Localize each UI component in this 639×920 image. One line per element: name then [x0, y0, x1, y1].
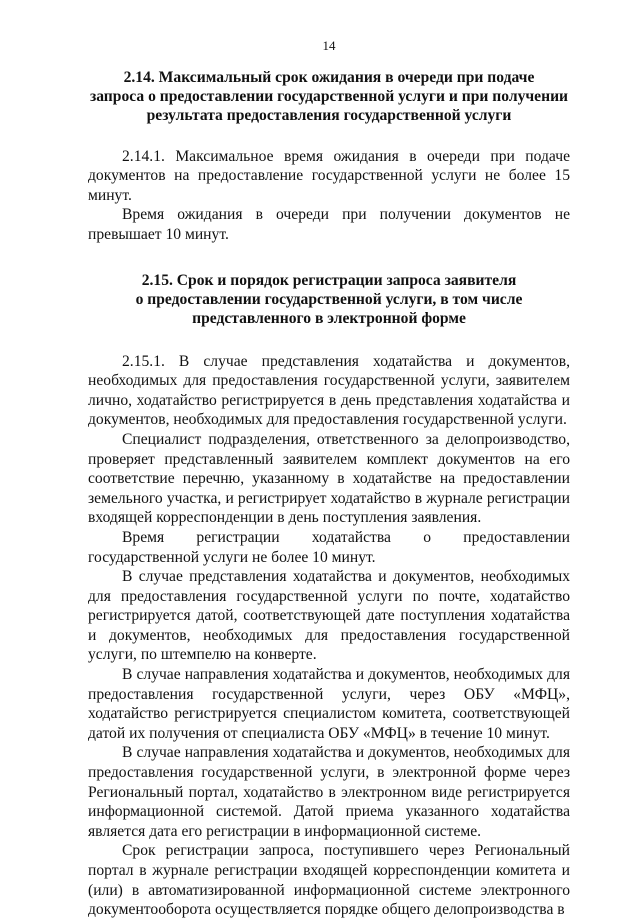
section-heading-line: о предоставлении государственной услуги, в том числе [135, 290, 523, 308]
section-heading-line: представленного в электронной форме [192, 309, 466, 327]
section-2-14-body [88, 147, 570, 245]
paragraph: Специалист подразделения, ответственного за делопроизводство, проверяет представленный заявителем комплект документов на его соответствие перечню, указанному в ходатайстве на предоставлении земельного участка, и регистрирует ходатайство в журнале регистрации входящей корреспонденции в день поступления заявления. [88, 430, 570, 527]
section-2-14-heading [88, 68, 570, 125]
section-2-15-heading [88, 271, 570, 328]
paragraph: 2.14.1. Максимальное время ожидания в очереди при подаче документов на предоставление государственной услуги не более 15 минут. [88, 147, 570, 204]
section-2-15-body [88, 352, 570, 920]
section-heading-line: запроса о предоставлении государственной услуги и при получении [89, 87, 569, 105]
paragraph: Срок регистрации запроса, поступившего через Региональный портал в журнале регистрации входящей корреспонденции комитета и (или) в автоматизированной информационной системе электронного документооборота осуществляется порядке общего делопроизводства в [88, 842, 570, 919]
paragraph: Время ожидания в очереди при получении документов не превышает 10 минут. [88, 206, 570, 243]
section-heading-line: 2.14. Максимальный срок ожидания в очереди при подаче [123, 68, 535, 86]
section-heading-line: 2.15. Срок и порядок регистрации запроса заявителя [141, 271, 517, 289]
paragraph: В случае направления ходатайства и документов, необходимых для предоставления государственной услуги, через ОБУ «МФЦ», ходатайство регистрируется специалистом комитета, соответствующей датой их получения от специалиста ОБУ «МФЦ» в течение 10 минут. [88, 666, 570, 742]
paragraph: Время регистрации ходатайства о предоставлении государственной услуги не более 10 минут. [88, 528, 570, 566]
paragraph: В случае направления ходатайства и документов, необходимых для предоставления государственной услуги, в электронной форме через Региональный портал, ходатайство в электронном виде регистрируется информационной системой. Датой приема указанного ходатайства является дата его регистрации в информационной системе. [88, 744, 570, 840]
paragraph: В случае представления ходатайства и документов, необходимых для предоставления государственной услуги по почте, ходатайство регистрируется датой, соответствующей дате поступления ходатайства и документов, необходимых для предоставления государственной услуги, по штемпелю на конверте. [88, 568, 570, 664]
section-heading-line: результата предоставления государственной услуги [146, 106, 512, 124]
paragraph: 2.15.1. В случае представления ходатайства и документов, необходимых для предоставления государственной услуги, заявителем лично, ходатайство регистрируется в день представления ходатайства и документов, необходимых для предоставления государственной услуги. [88, 352, 570, 429]
page-number: 14 [322, 38, 336, 53]
